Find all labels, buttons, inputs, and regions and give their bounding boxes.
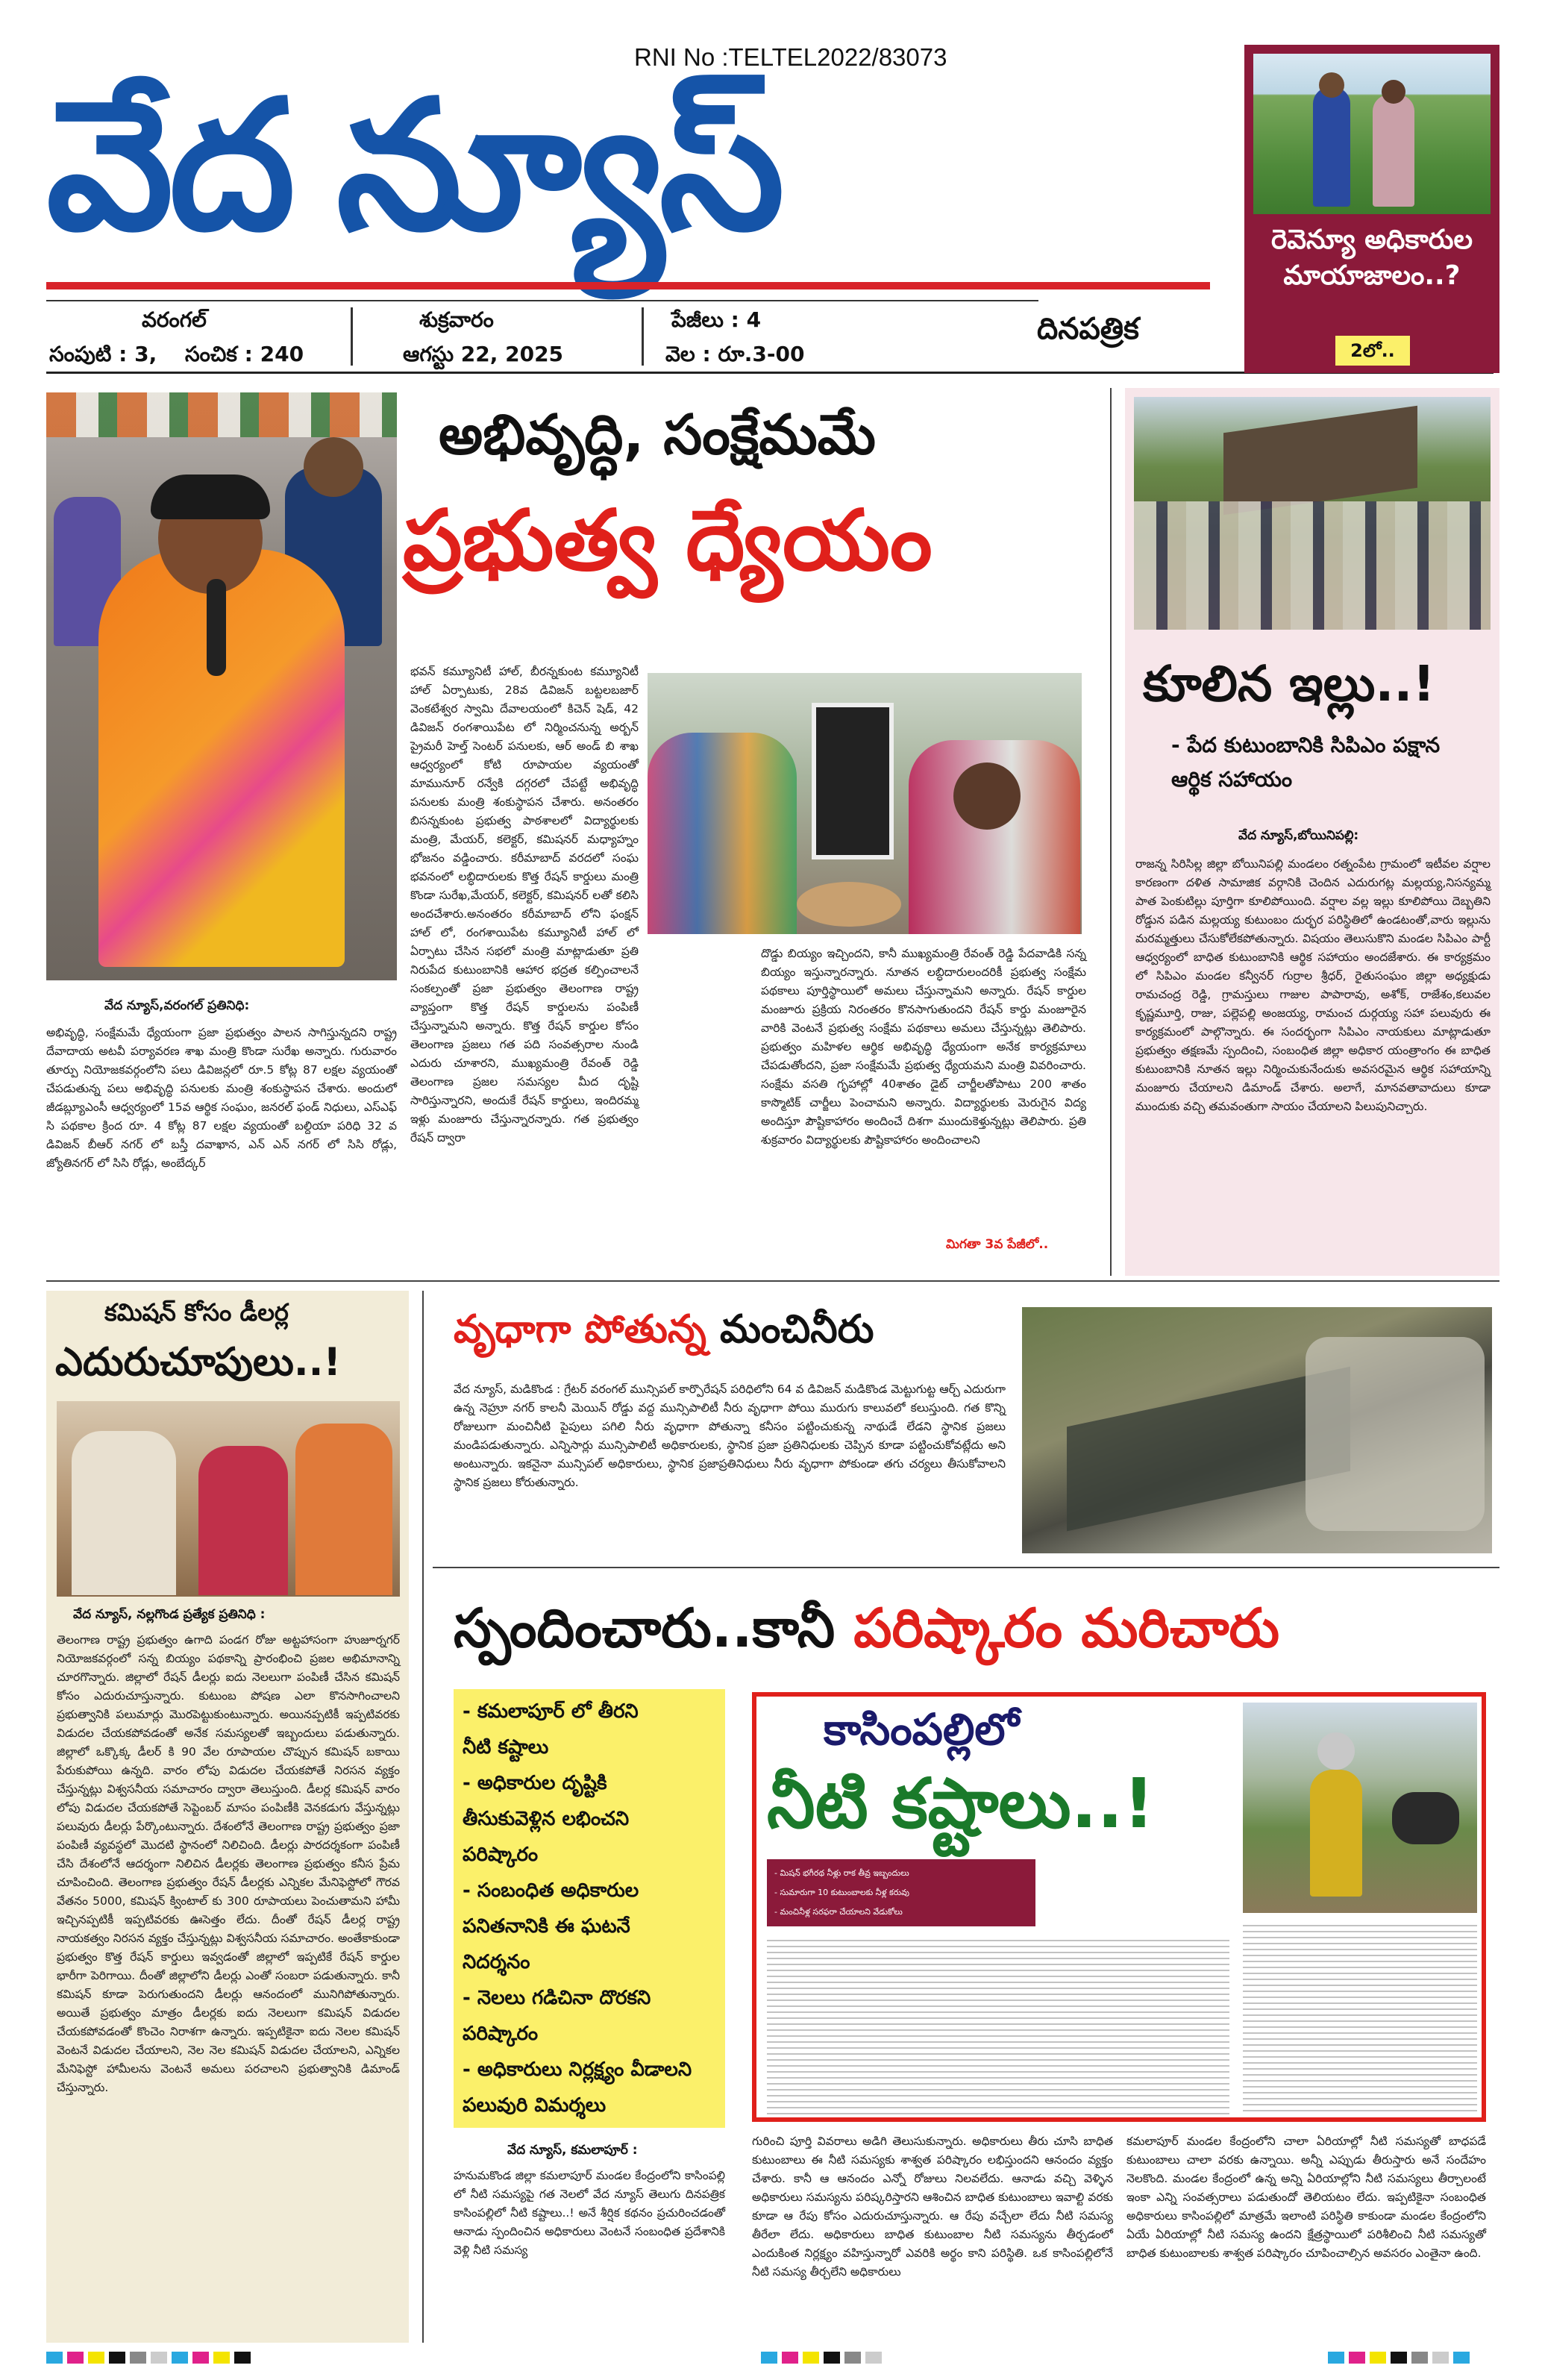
dealers-headline: ఎదురుచూపులు..!: [55, 1340, 342, 1385]
teaser-box[interactable]: [1244, 45, 1499, 373]
lead-body-col1: అభివృద్ధి, సంక్షేమమే ధ్యేయంగా ప్రజా ప్రభుత్వం పాలన సాగిస్తున్నదని రాష్ట్ర దేవాదాయ అటవీ పర్యావరణ శాఖ మంత్రి కొండా సురేఖ అన్నారు. గురువారం తూర్పు నియోజకవర్గంలోని పలు డివిజన్లలో రూ.5 కోట్ల 87 లక్షల వ్యయంతో చేపడుతున్న పలు అభివృద్ధి పనులకు మంత్రి శంకుస్థాపన చేశారు. అందులో జీడబ్ల్యూఎంసీ ఆధ్వర్యంలో 15వ ఆర్థిక సంఘం, జనరల్ ఫండ్ నిధులు, ఎస్ఎఫ్ సి పథకాల క్రింద రూ. 4 కోట్ల 87 లక్షల వ్యయంతో బల్దియా పరిధి 32 వ డివిజన్ బీఆర్ నగర్ లో బస్తీ దవాఖాన, ఎన్ ఎన్ నగర్ లో సిసి రోడ్లు, జ్యోతినగర్ లో సిసి రోడ్లు, అంబేద్కర్: [46, 1026, 397, 1170]
lead-body-col3: దొడ్డు బియ్యం ఇచ్చిందని, కానీ ముఖ్యమంత్రి రేవంత్ రెడ్డి పేదవాడికి సన్న బియ్యం ఇస్తున్నారన్నారు. నూతన లబ్ధిదారులందరికీ ప్రభుత్వ సంక్షేమ పథకాలు పూర్తిస్థాయిలో అమలు చేస్తున్నామని అన్నారు. రేషన్ కార్డుల మంజూరు ప్రక్రియ నిరంతరం కొనసాగుతుందని రేషన్ కార్డు మంజూరైన వారికి వెంటనే ప్రభుత్వ సంక్షేమ పథకాలు అమలు చేస్తున్నట్లు తెలిపారు. ప్రభుత్వం మహిళల ఆర్థిక అభివృద్ధి ధ్యేయంగా అనేక కార్యక్రమాలు చేపడుతోందని, ప్రజా సంక్షేమమే ప్రభుత్వ ధ్యేయమని మంత్రి వివరించారు. సంక్షేమ వసతి గృహాల్లో 40శాతం డైట్ చార్జీలతోపాటు 200 శాతం కాస్మొటిక్ చార్జీలు పెంచామని అన్నారు. విద్యార్థులకు మెరుగైన విద్య అందిస్తూ పౌష్టికాహారం అందించే దిశగా ముందుకెళ్తున్నట్లు తెలిపారు. ప్రతి శుక్రవారం విద్యార్థులకు పౌష్టికాహారం అందించాలని: [761, 947, 1086, 1147]
print-registration-marks: [46, 2352, 255, 2367]
water-pot-photo: [1243, 1703, 1477, 1913]
print-registration-marks: [761, 2352, 886, 2367]
lead-continued-note: మిగతా 3వ పేజీలో..: [946, 1237, 1049, 1252]
kasimpalli-headline: [454, 1597, 1279, 1673]
clip-point: - సుమారుగా 10 కుటుంబాలకు నీళ్ల కరువు: [774, 1888, 910, 1897]
teaser-page-ref: 2లో..: [1335, 336, 1410, 366]
water-waste-headline: [454, 1307, 874, 1362]
bullet-line: - నెలలు గడిచినా దొరకని: [463, 1987, 651, 2009]
volume-number: సంపుటి : 3,: [49, 342, 157, 366]
clip-body-text: [767, 1935, 1229, 2114]
earlier-report-clipping: [752, 1692, 1486, 2122]
column-rule: [1110, 388, 1112, 1276]
dealers-body: తెలంగాణ రాష్ట్ర ప్రభుత్వం ఉగాది పండగ రోజు అట్టహాసంగా హుజూర్నగర్ నియోజకవర్గంలో సన్న బియ్యం పథకాన్ని ప్రారంభించి ప్రజల అభిమానాన్ని చూరగొన్నారు. జిల్లాలో రేషన్ డీలర్లు ఐదు నెలలుగా పంపిణీ చేసిన కమిషన్ కోసం ఎదురుచూస్తున్నారు. కుటుంబ పోషణ ఎలా కొనసాగించాలని ప్రభుత్వానికి పలుమార్లు మొరపెట్టుకుంటున్నారు. అయినప్పటికీ ఇప్పటివరకు విడుదల చేయకపోవడంతో అనేక సమస్యలతో ఇబ్బందులు పడుతున్నారు. జిల్లాలో ఒక్కొక్క డీలర్ కి 90 వేల రూపాయల చొప్పున కమిషన్ బకాయి పేరుకుపోయి ఉన్నది. వారం లోపు విడుదల చేయకపోతే నిరసన వ్యక్తం చేస్తున్నట్లు విశ్వసనీయ సమాచారం ద్వారా తెలుస్తుంది. డీలర్ల కమిషన్ వారం లోపు విడుదల చేయకపోతే సెప్టెంబర్ మాసం పంపిణీకి వెనకడుగు వేస్తున్నట్లు పలువురు డీలర్లు పేర్కొంటున్నారు. దేశంలోనే తెలంగాణ రాష్ట్ర ప్రభుత్వం ప్రజా పంపిణీ వ్యవస్థలో మొదటి స్థానంలో నిలిచింది. డీలర్లు పారదర్శకంగా పంపిణీ చేసి దేశంలోనే ఆదర్శంగా నిలిచిన డీలర్లకు తెలంగాణ ప్రభుత్వం కనీస ప్రేమ చూపించింది. తెలంగాణ ప్రభుత్వం రేషన్ డీలర్లకు ఎన్నికల మేనిఫెస్టోలో గౌరవ వేతనం 5000, కమిషన్ క్వింటాల్ కు 300 రూపాయలు పెంచుతామని హామీ ఇచ్చినప్పటికీ ఇప్పటివరకు ఊసెత్తం లేదు. దీంతో రేషన్ డీలర్ల రాష్ట్ర నాయకత్వం నిరసన వ్యక్తం చేస్తున్నట్లు విశ్వసనీయ సమాచారం. అంతేకాకుండా ప్రభుత్వం కొత్త రేషన్ కార్డులు ఇవ్వడంతో జిల్లాలో ఇప్పటికే రేషన్ కార్డుల భారీగా పెరిగాయి. దీంతో జిల్లాలోని డీలర్లు ఎంతో సంబరా పడుతున్నారు. కానీ కమిషన్ కూడా పెరుగుతుందని డీలర్లు ఆనందంలో మునిగిపోతున్నారు. అయితే ప్రభుత్వం మాత్రం డీలర్లకు ఐదు నెలలుగా కమిషన్ విడుదల చేయకపోవడంతో కొంచెం నిరాశగా ఉన్నారు. ఇప్పటికైనా ఐదు నెలల కమిషన్ వెంటనే విడుదల చేయాలని, నెల నెల కమిషన్ విడుదల చేయాలని, ఎన్నికల మేనిఫెస్టో హామీలను వెంటనే అమలు పరచాలని ప్రభుత్వానికి డిమాండ్ చేస్తున్నారు.: [57, 1633, 400, 2094]
dateline-divider: [351, 307, 353, 366]
bullet-line: పరిష్కారం: [463, 1844, 539, 1866]
water-waste-body: వేద న్యూస్, మడికొండ : గ్రేటర్ వరంగల్ మున్సిపల్ కార్పొరేషన్ పరిధిలోని 64 వ డివిజన్ మడికొండ మెట్టుగుట్ట ఆర్చ్ ఎదురుగా ఉన్న నెహ్రూ నగర్ కాలనీ మెయిన్ రోడ్డు వద్ద మున్సిపాలిటీ నీరు వృధాగా పోయి మురుగు కాలువలో కలుస్తుంది. గత కొన్ని రోజులుగా మంచినీటి పైపులు పగిలి నీరు వృధాగా పోతున్నా కనీసం పట్టించుకున్న నాథుడే లేడని స్థానిక ప్రజలు మండిపడుతున్నారు. ఎన్నిసార్లు మున్సిపాలిటీ అధికారులకు, స్థానిక ప్రజా ప్రతినిధులకు చెప్పిన కూడా పట్టించుకోవట్లేదు అని అంటున్నారు. ఇకనైనా మున్సిపల్ అధికారులు, స్థానిక ప్రజాప్రతినిధులు నీరు వృధాగా పోకుండా తగు చర్యలు తీసుకోవాలని స్థానిక ప్రజలు కోరుతున్నారు.: [454, 1382, 1006, 1489]
bullet-line: - అధికారుల దృష్టికి: [463, 1772, 607, 1794]
teaser-photo: [1253, 54, 1491, 214]
dateline-top-rule: [46, 300, 1038, 301]
right-byline: వేద న్యూస్,బోయినిపల్లి:: [1238, 828, 1359, 843]
clip-point: - మంచినీళ్ల సరఫరా చేయాలని వేడుకోలు: [774, 1907, 903, 1917]
bullet-line: పలువురి విమర్శలు: [463, 2094, 607, 2117]
right-subhead: - పేద కుటుంబానికి సిపిఎం పక్షాన ఆర్థిక సహాయం: [1171, 733, 1441, 792]
kasimpalli-bullet-box: [454, 1689, 725, 2128]
issue-date: ఆగస్టు 22, 2025: [403, 342, 564, 366]
water-waste-headline-part1: వృధాగా పోతున్న: [454, 1307, 706, 1352]
section-divider: [433, 1567, 1499, 1568]
kasimpalli-body-col3: కమలాపూర్ మండల కేంద్రంలోని చాలా ఏరియాల్లో నీటి సమస్యతో బాధపడే కుటుంబాలు చాలా వరకు ఉన్నాయి. అన్నీ ఎప్పుడు తీరుస్తారు అనే సందేహం నెలకొంది. మండల కేంద్రంలో ఉన్న అన్ని ఏరియాల్లోని నీటి సమస్యలు తీర్చాలంటే ఇంకా ఎన్ని సంవత్సరాలు పడుతుందో తెలియటం లేదు. ఇప్పటికైనా సంబంధిత అధికారులు కాసింపల్లిలో మాత్రమే ఇలాంటి పరిస్థితి కాకుండా మండల కేంద్రంలోని ఏయే ఏరియాల్లో నీటి సమస్య ఉందని క్షేత్రస్థాయిలో పరిశీలించి నీటి సమస్యతో బాధిత కుటుంబాలకు శాశ్వత పరిష్కారం చూపించాల్సిన అవసరం ఎంతైనా ఉంది.: [1126, 2135, 1486, 2260]
clip-headline-2: నీటి కష్టాలు..!: [767, 1764, 1155, 1844]
section-divider: [46, 1280, 1499, 1282]
teaser-headline: రెవెన్యూ అధికారుల మాయాజాలం..?: [1270, 225, 1473, 291]
masthead-title: వేద న్యూస్: [46, 66, 780, 266]
right-headline: కూలిన ఇల్లు..!: [1143, 655, 1435, 713]
right-body: రాజన్న సిరిసిల్ల జిల్లా బోయినిపల్లి మండలం రత్నంపేట గ్రామంలో ఇటీవల వర్షాల కారణంగా దళిత సామాజిక వర్గానికి చెందిన ఎదురుగట్ల మల్లయ్య,నిసన్యమ్మ పాత పెంకుటిల్లు పూర్తిగా కూలిపోయింది. వర్షాల వల్ల ఇల్లు కూలిపోయి దెబ్బతిని రోడ్డున పడిన మల్లయ్య కుటుంబం దుర్భర పరిస్థితిలో ఉండటంతో,వారు ఇల్లును మరమ్మత్తులు చేసుకోలేకపోతున్నారు. విషయం తెలుసుకొని మండల సిపిఎం పార్టీ ఆధ్వర్యంలో బాధిత కుటుంబానికి ఆర్థిక సహాయం అందజేశారు. ఈ కార్యక్రమం లో సిపిఎం మండల కన్వీనర్ గుర్రాల శ్రీధర్, రైతుసంఘం జిల్లా అధ్యక్షుడు రామచంద్ర రెడ్డి, గ్రామస్తులు గాజుల పాపారావు, అశోక్, రాజేశం,కలువల కృష్ణమూర్తి, రాజు, పల్లెపల్లి అంజయ్య, రామంచ దుర్గయ్య సహా పలువురు ఈ కార్యక్రమంలో పాల్గొన్నారు. ఈ సందర్భంగా సిపిఎం నాయకులు మాట్లాడుతూ ప్రభుత్వం తక్షణమే స్పందించి, సంబంధిత జిల్లా అధికార యంత్రాంగం ఈ బాధిత కుటుంబానికి నూతన ఇల్లు నిర్మించుకునేందుకు అవసరమైన ఆర్థిక సహాయాన్ని మంజూరు చేయాలని డిమాండ్ చేశారు. అలాగే, మానవతావాదులు కూడా ముందుకు వచ్చి తమవంతుగా సాయం చేయాలని పిలుపునిచ్చారు.: [1135, 857, 1491, 1113]
rni-number: RNI No :TELTEL2022/83073: [634, 43, 947, 71]
clip-headline-1: కాసింపల్లిలో: [824, 1704, 1020, 1755]
bullet-line: పరిష్కారం: [463, 2023, 539, 2045]
clip-points-box: [767, 1859, 1035, 1926]
lead-headline-2: ప్రభుత్వ ధ్యేయం: [403, 492, 933, 589]
kasimpalli-headline-part1: స్పందించారు..కానీ: [454, 1597, 836, 1659]
lead-body-col2: భవన్ కమ్యూనిటీ హాల్, బీరన్నకుంట కమ్యూనిటీ హాల్ ఏర్పాటుకు, 28వ డివిజన్ బట్టలబజార్ వెంకటేశ్వర స్వామి దేవాలయంలో కిచెన్ షెడ్, 42 డివిజన్ రంగశాయిపేట లో నిర్మించనున్న అర్బన్ ప్రైమరీ హెల్త్ సెంటర్ పనులకు, ఆర్ అండ్ బి శాఖ ఆధ్వర్యంలో కోటి రూపాయల వ్యయంతో మామునూర్ రన్వేకి దగ్గరలో చేపట్టే అభివృద్ధి పనులకు మంత్రి శంకుస్థాపన చేశారు. అనంతరం బిసన్నకుంట ప్రభుత్వ పాఠశాలలో విద్యార్థులకు మంత్రి, మేయర్, కలెక్టర్, కమిషనర్ మధ్యాహ్నం భోజనం వడ్డించారు. కరీమాబాద్ వరదలో సంఘ భవనంలో లబ్ధిదారులకు కొత్త రేషన్ కార్డులు మంత్రి కొండా సురేఖ,మేయర్, కలెక్టర్, కమిషనర్ లతో కలిసి అందచేశారు.అనంతరం కరీమాబాద్ లోని ఫంక్షన్ హాల్ లో, రంగశాయిపేట కమ్యూనిటీ హాల్ లో ఏర్పాటు చేసిన సభలో మంత్రి మాట్లాడుతూ ప్రతి నిరుపేద కుటుంబానికి ఆహార భద్రత కల్పించాలనే సంకల్పంతో ప్రజా ప్రభుత్వం తెలంగాణ రాష్ట్ర వ్యాప్తంగా కొత్త రేషన్ కార్డులను పంపిణీ చేస్తున్నామని అన్నారు. కొత్త రేషన్ కార్డుల కోసం తెలంగాణ ప్రజలు గత పది సంవత్సరాల నుండి ఎదురు చూశారని, ముఖ్యమంత్రి రేవంత్ రెడ్డి తెలంగాణ ప్రజల సమస్యల మీద దృష్టి సారిస్తున్నారని, అందుకే రేషన్ కార్డులు, ఇందిరమ్మ ఇళ్లు మంజూరు చేస్తున్నారన్నారు. గత ప్రభుత్వం రేషన్ ద్వారా: [410, 665, 639, 1144]
column-rule: [422, 1291, 424, 2343]
kasimpalli-body-col2: గురించి పూర్తి వివరాలు అడిగి తెలుసుకున్నారు. అధికారులు తీరు చూసి బాధిత కుటుంబాలు ఈ నీటి సమస్యకు శాశ్వత పరిష్కారం లభిస్తుందని ఆనందం వ్యక్తం చేశారు. కానీ ఆ ఆనందం ఎన్నో రోజులు నిలవలేదు. ఆనాడు వచ్చి వెళ్ళిన అధికారులు సమస్యను పరిష్కరిస్తారని ఆశించిన బాధిత కుటుంబాలు ఇవాల్టి వరకు కూడా ఆ రేపు కోసం ఎదురుచూస్తున్నారు. ఆ రేపు వచ్చేలా లేదు నీటి సమస్య తీరేలా లేదు. అధికారులు బాధిత కుటుంబాల నీటి సమస్యను తీర్చడంలో ఎందుకింత నిర్లక్ష్యం వహిస్తున్నారో ఎవరికి అర్థం కాని పరిస్థితి. ఒక కాసింపల్లిలోనే నీటి సమస్య తీర్చలేని అధికారులు: [752, 2135, 1113, 2279]
kasimpalli-byline: వేద న్యూస్, కమలాపూర్ :: [507, 2143, 638, 2158]
price: వెల : రూ.3-00: [665, 342, 805, 366]
dateline-divider: [642, 307, 644, 366]
bullet-line: తీసుకువెళ్లిన లభించని: [463, 1808, 630, 1830]
ration-shop-photo: [57, 1401, 400, 1597]
daily-label: దినపత్రిక: [1037, 312, 1139, 346]
minister-photo: [46, 392, 397, 980]
bullet-line: నీటి కష్టాలు: [463, 1736, 549, 1759]
bullet-line: - అధికారులు నిర్లక్ష్యం వీడాలని: [463, 2058, 692, 2081]
masthead-red-rule: [46, 282, 1210, 289]
print-registration-marks: [1328, 2352, 1474, 2367]
leaking-pipe-photo: [1022, 1307, 1492, 1553]
foundation-stone-photo: [648, 673, 1082, 934]
bullet-line: పనితనానికి ఈ ఘటనే: [463, 1915, 630, 1938]
bullet-line: - కమలాపూర్ లో తీరని: [463, 1700, 639, 1723]
page-count: పేజీలు : 4: [671, 307, 762, 332]
clip-body-text: [1243, 1920, 1477, 2114]
bullet-line: నిదర్శనం: [463, 1951, 530, 1973]
bullet-line: - సంబంధిత అధికారుల: [463, 1879, 639, 1902]
water-waste-headline-part2: మంచినీరు: [719, 1307, 874, 1352]
lead-headline-1: అభివృద్ధి, సంక్షేమమే: [439, 403, 876, 467]
collapsed-house-photo: [1134, 397, 1491, 630]
dealers-byline: వేద న్యూస్, నల్లగొండ ప్రత్యేక ప్రతినిధి :: [73, 1607, 266, 1622]
weekday: శుక్రవారం: [419, 307, 494, 332]
kasimpalli-headline-part2: పరిష్కారం మరిచారు: [853, 1597, 1280, 1659]
dealers-kicker: కమిషన్ కోసం డీలర్ల: [104, 1298, 289, 1327]
clip-point: - మిషన్ భగీరథ నీళ్లు రాక తీవ్ర ఇబ్బందులు: [774, 1868, 909, 1878]
kasimpalli-body-col1: హనుమకొండ జిల్లా కమలాపూర్ మండల కేంద్రంలోని కాసింపల్లి లో నీటి సమస్యపై గత నెలలో వేద న్యూస్ తెలుగు దినపత్రిక కాసింపల్లిలో నీటి కష్టాలు..! అనే శీర్షిక కథనం ప్రచురించడంతో ఆనాడు స్పందించిన అధికారులు వెంటనే సంబంధిత ప్రదేశానికి వెళ్లి నీటి సమస్య: [454, 2169, 725, 2257]
lead-byline: వేద న్యూస్,వరంగల్ ప్రతినిధి:: [104, 998, 250, 1013]
city-name: వరంగల్: [142, 307, 207, 332]
issue-number: సంచిక : 240: [185, 342, 304, 366]
